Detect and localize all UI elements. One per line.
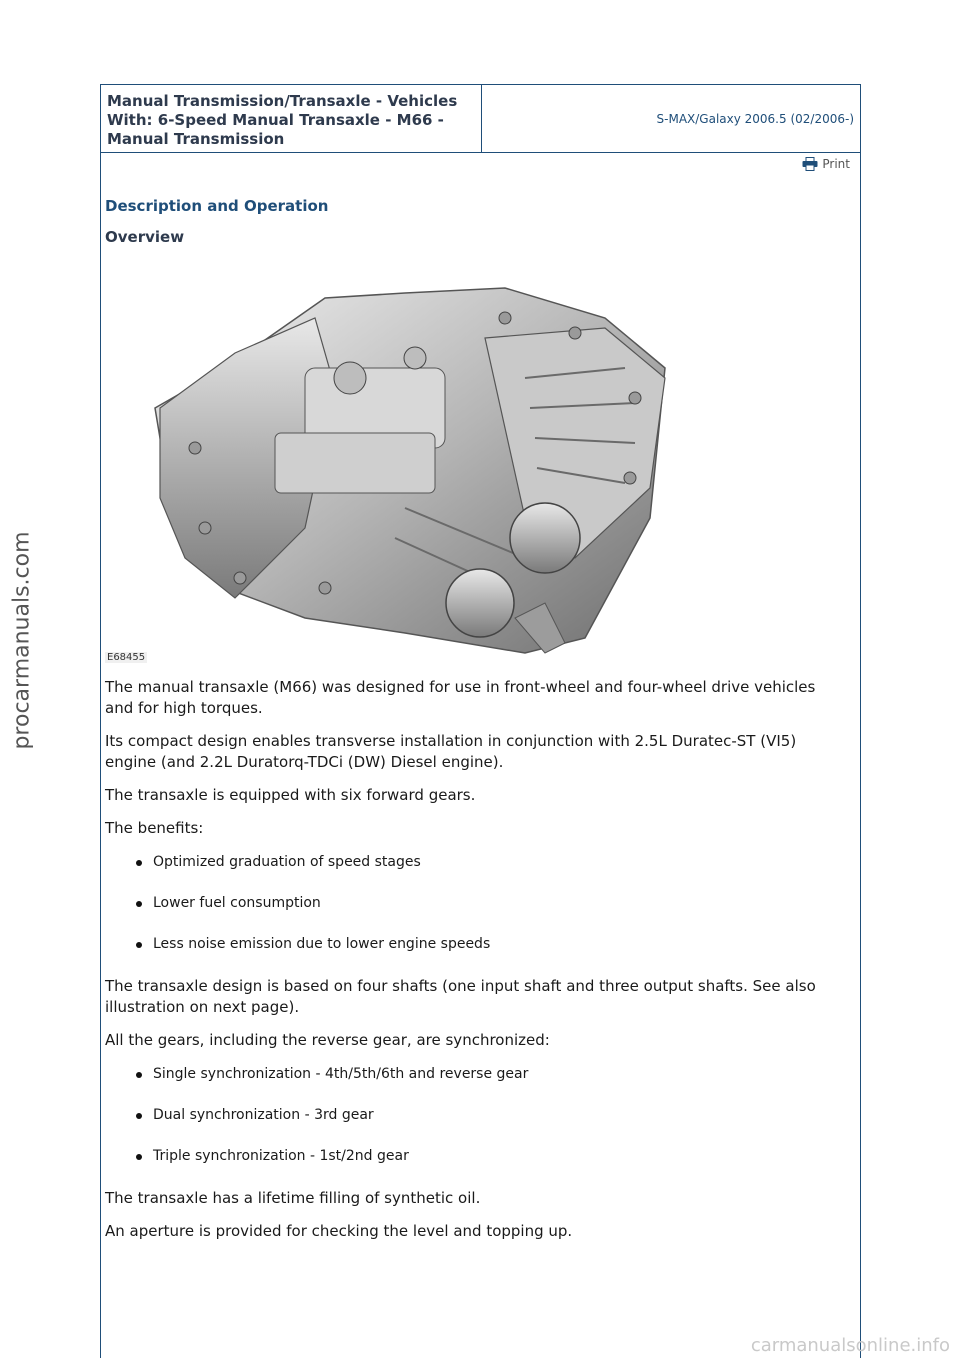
list-item: Optimized graduation of speed stages bbox=[105, 853, 845, 871]
paragraph-gears: The transaxle is equipped with six forward gears. bbox=[105, 786, 476, 804]
benefits-list bbox=[105, 853, 845, 953]
figure-label: E68455 bbox=[107, 652, 146, 663]
side-watermark-text: procarmanuals.com bbox=[9, 530, 35, 750]
paragraph-purpose: The manual transaxle (M66) was designed for use in front-wheel and four-wheel drive vehicles and for high torques. bbox=[105, 678, 816, 717]
vehicle-model bbox=[482, 85, 860, 152]
body-content bbox=[105, 677, 845, 1254]
paragraph-aperture: An aperture is provided for checking the level and topping up. bbox=[105, 1222, 573, 1240]
vehicle-model-text: S-MAX/Galaxy 2006.5 (02/2006-) bbox=[656, 111, 854, 126]
paragraph-shafts: The transaxle design is based on four shafts (one input shaft and three output shafts. See also illustration on next page). bbox=[105, 977, 816, 1016]
paragraph-oil: The transaxle has a lifetime filling of synthetic oil. bbox=[105, 1189, 481, 1207]
transaxle-illustration bbox=[105, 258, 685, 668]
list-item: Lower fuel consumption bbox=[105, 894, 845, 912]
list-item: Less noise emission due to lower engine speeds bbox=[105, 935, 845, 953]
synchronization-list bbox=[105, 1065, 845, 1165]
list-item: Dual synchronization - 3rd gear bbox=[105, 1106, 845, 1124]
print-button[interactable] bbox=[802, 157, 850, 171]
subheading-overview: Overview bbox=[105, 228, 185, 246]
section-heading: Description and Operation bbox=[105, 197, 329, 215]
paragraph-installation: Its compact design enables transverse installation in conjunction with 2.5L Duratec-ST (VI5) engine (and 2.2L Duratorq-TDCi (DW) Diesel engine). bbox=[105, 732, 797, 771]
printer-icon bbox=[802, 157, 818, 171]
list-item: Single synchronization - 4th/5th/6th and reverse gear bbox=[105, 1065, 845, 1083]
bottom-watermark: carmanualsonline.info bbox=[750, 1335, 950, 1356]
paragraph-synchronized: All the gears, including the reverse gear, are synchronized: bbox=[105, 1031, 550, 1049]
side-watermark bbox=[4, 520, 40, 760]
list-item: Triple synchronization - 1st/2nd gear bbox=[105, 1147, 845, 1165]
document-title: Manual Transmission/Transaxle - Vehicles With: 6-Speed Manual Transaxle - M66 - Manual Transmission bbox=[107, 92, 458, 148]
print-label: Print bbox=[822, 157, 850, 171]
transaxle-icon bbox=[105, 258, 685, 668]
header bbox=[101, 85, 860, 153]
paragraph-benefits-intro: The benefits: bbox=[105, 819, 204, 837]
document-frame bbox=[100, 84, 861, 1358]
